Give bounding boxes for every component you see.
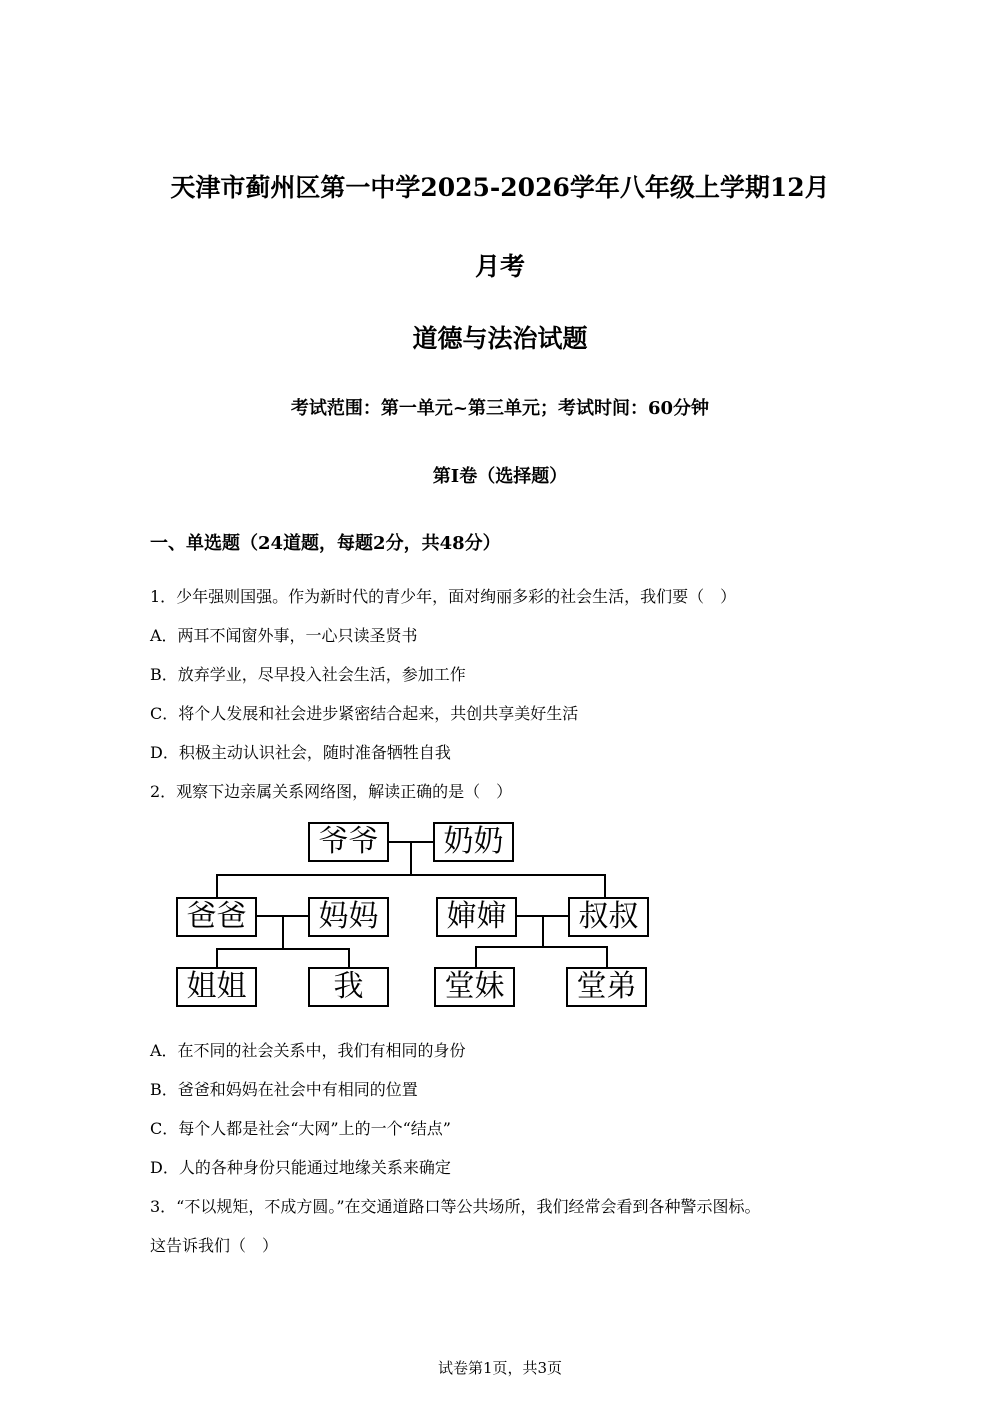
exam-info: 考试范围：第一单元~第三单元；考试时间：60分钟 — [290, 398, 710, 419]
kin-box-grandma: 奶奶 — [433, 822, 514, 862]
question-3-stem-line2: 这告诉我们（ ） — [150, 1236, 279, 1255]
connector-line — [216, 948, 350, 950]
question-1-option-b: B．放弃学业，尽早投入社会生活，参加工作 — [150, 665, 466, 684]
question-2-option-c: C．每个人都是社会“大网”上的一个“结点” — [150, 1119, 451, 1138]
kin-box-uncle: 叔叔 — [568, 897, 649, 937]
volume-title: 第Ⅰ卷（选择题） — [432, 466, 568, 487]
exam-title-line1: 天津市蓟州区第一中学2025-2026学年八年级上学期12月 — [170, 173, 830, 202]
section-heading: 一、单选题（24道题，每题2分，共48分） — [150, 533, 501, 554]
kin-box-cousin-female: 堂妹 — [434, 967, 515, 1007]
connector-line — [216, 874, 218, 898]
kin-box-mom: 妈妈 — [308, 897, 389, 937]
connector-line — [216, 874, 606, 876]
connector-line — [216, 948, 218, 968]
question-2-option-a: A．在不同的社会关系中，我们有相同的身份 — [150, 1041, 466, 1060]
question-1-option-c: C．将个人发展和社会进步紧密结合起来，共创共享美好生活 — [150, 704, 579, 723]
kin-box-dad: 爸爸 — [176, 897, 257, 937]
kin-box-cousin-male: 堂弟 — [566, 967, 647, 1007]
exam-title-line2: 月考 — [474, 252, 525, 281]
question-3-stem-line1: 3．“不以规矩，不成方圆。”在交通道路口等公共场所，我们经常会看到各种警示图标。 — [150, 1197, 761, 1216]
question-1-stem: 1．少年强则国强。作为新时代的青少年，面对绚丽多彩的社会生活，我们要（ ） — [150, 587, 737, 606]
connector-line — [410, 841, 412, 876]
question-1-option-d: D．积极主动认识社会，随时准备牺牲自我 — [150, 743, 451, 762]
page-footer: 试卷第1页，共3页 — [437, 1359, 563, 1377]
kin-box-aunt: 婶婶 — [436, 897, 517, 937]
kin-box-me: 我 — [308, 967, 389, 1007]
question-2-stem: 2．观察下边亲属关系网络图，解读正确的是（ ） — [150, 782, 513, 801]
kin-box-sister: 姐姐 — [176, 967, 257, 1007]
connector-line — [348, 948, 350, 968]
connector-line — [606, 946, 608, 968]
connector-line — [604, 874, 606, 898]
connector-line — [475, 946, 608, 948]
connector-line — [542, 915, 544, 948]
kin-box-grandpa: 爷爷 — [308, 822, 389, 862]
question-2-option-b: B．爸爸和妈妈在社会中有相同的位置 — [150, 1080, 418, 1099]
subject-title: 道德与法治试题 — [412, 324, 588, 353]
question-2-option-d: D．人的各种身份只能通过地缘关系来确定 — [150, 1158, 451, 1177]
question-1-option-a: A．两耳不闻窗外事，一心只读圣贤书 — [150, 626, 418, 645]
connector-line — [282, 915, 284, 950]
connector-line — [475, 946, 477, 968]
